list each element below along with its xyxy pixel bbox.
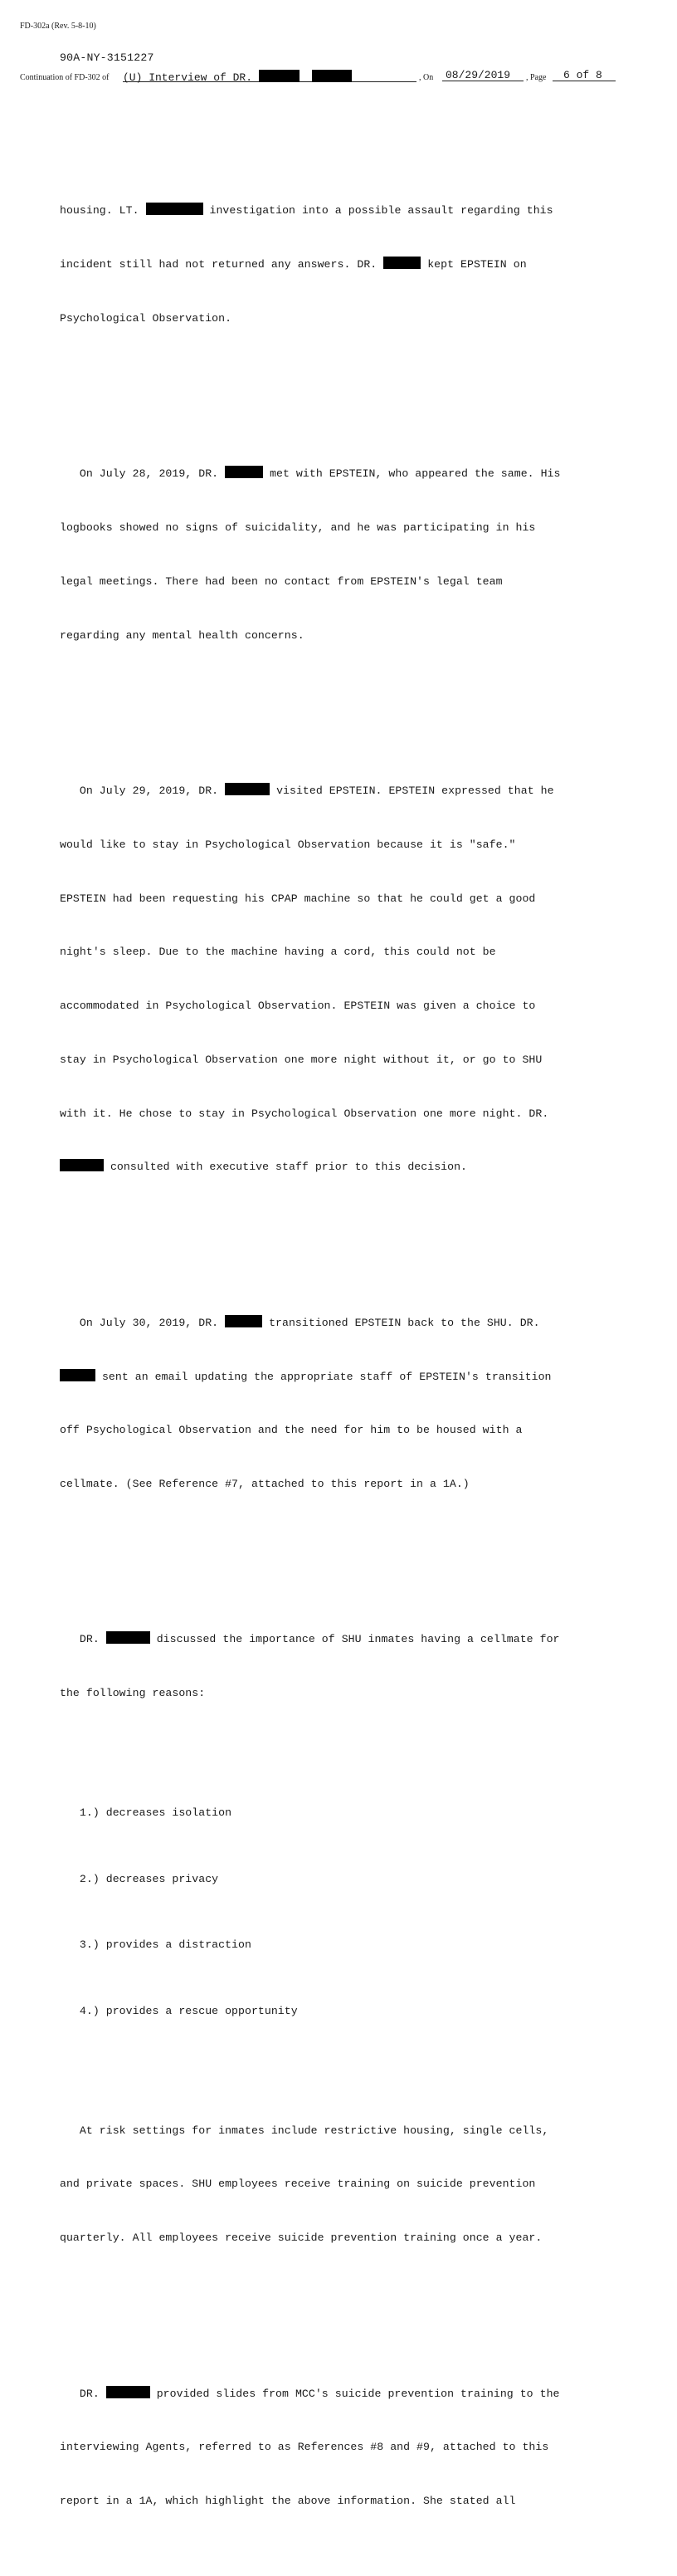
list-item: 4.) provides a rescue opportunity: [60, 2004, 298, 2017]
paragraph-6: [60, 2086, 616, 2284]
subject-text: (U) Interview of DR.: [123, 71, 253, 84]
text-line: cellmate. (See Reference #7, attached to this report in a 1A.): [60, 1478, 470, 1491]
list-item: 1.) decreases isolation: [60, 1806, 232, 1820]
text-line: At risk settings for inmates include restrictive housing, single cells,: [60, 2124, 549, 2137]
continuation-label: Continuation of FD-302 of: [20, 73, 110, 82]
text-line: interviewing Agents, referred to as References #8 and #9, attached to this: [60, 2441, 549, 2454]
paragraph-4: [60, 1278, 616, 1529]
paragraph-2: [60, 429, 616, 680]
text-line: EPSTEIN had been requesting his CPAP machine so that he could get a good: [60, 892, 536, 905]
text-line: night's sleep. Due to the machine having a cord, this could not be: [60, 946, 496, 959]
text-line: incident still had not returned any answers. DR. kept EPSTEIN on: [60, 258, 527, 271]
paragraph-7: [60, 2349, 616, 2546]
text-line: consulted with executive staff prior to this decision.: [60, 1158, 616, 1176]
redaction: [225, 466, 263, 478]
redaction: [60, 1369, 95, 1381]
text-line: On July 28, 2019, DR. met with EPSTEIN, who appeared the same. His: [60, 467, 561, 481]
text-line: sent an email updating the appropriate staff of EPSTEIN's transition: [60, 1368, 616, 1386]
subject-field: [123, 70, 416, 82]
paragraph-3: [60, 746, 616, 1212]
redaction: [106, 2386, 150, 2398]
text-line: off Psychological Observation and the need for him to be housed with a: [60, 1424, 523, 1437]
text-line: and private spaces. SHU employees receive training on suicide prevention: [60, 2178, 536, 2191]
case-number: 90A-NY-3151227: [60, 51, 154, 64]
redaction: [146, 203, 203, 215]
redaction: [106, 1631, 150, 1644]
text-line: DR. discussed the importance of SHU inmates having a cellmate for: [60, 1633, 560, 1646]
text-line: On July 30, 2019, DR. transitioned EPSTEIN back to the SHU. DR.: [60, 1316, 540, 1329]
text-line: housing. LT. investigation into a possible assault regarding this: [60, 204, 553, 218]
redaction: [383, 257, 421, 269]
page-label: , Page: [526, 73, 547, 82]
form-id: FD-302a (Rev. 5-8-10): [20, 22, 96, 31]
text-line: accommodated in Psychological Observation. EPSTEIN was given a choice to: [60, 1000, 536, 1013]
redaction: [312, 70, 352, 82]
text-line: would like to stay in Psychological Observation because it is "safe.": [60, 838, 516, 851]
page-number-field: 6 of 8: [553, 70, 616, 81]
text-line: regarding any mental health concerns.: [60, 628, 304, 642]
text-line: Psychological Observation.: [60, 311, 232, 325]
redaction: [60, 1159, 104, 1171]
text-line: the following reasons:: [60, 1687, 206, 1700]
document-body: [60, 130, 616, 2576]
redaction: [225, 1315, 262, 1327]
text-line: stay in Psychological Observation one more night without it, or go to SHU: [60, 1053, 543, 1066]
text-line: quarterly. All employees receive suicide prevention training once a year.: [60, 2231, 543, 2245]
text-line: report in a 1A, which highlight the above information. She stated all: [60, 2495, 516, 2508]
on-label: , On: [419, 73, 434, 82]
text-line: DR. provided slides from MCC's suicide prevention training to the: [60, 2387, 560, 2400]
paragraph-1: [60, 166, 616, 364]
list-item: 2.) decreases privacy: [60, 1872, 219, 1885]
text-line: with it. He chose to stay in Psychological Observation one more night. DR.: [60, 1107, 549, 1120]
paragraph-5: [60, 1595, 616, 1738]
text-line: On July 29, 2019, DR. visited EPSTEIN. EPSTEIN expressed that he: [60, 784, 554, 797]
redaction: [225, 783, 270, 795]
date-field: 08/29/2019: [442, 70, 524, 81]
text-line: legal meetings. There had been no contact from EPSTEIN's legal team: [60, 574, 503, 588]
text-line: logbooks showed no signs of suicidality, and he was participating in his: [60, 521, 536, 535]
redaction: [259, 70, 300, 82]
list-item: 3.) provides a distraction: [60, 1938, 251, 1952]
